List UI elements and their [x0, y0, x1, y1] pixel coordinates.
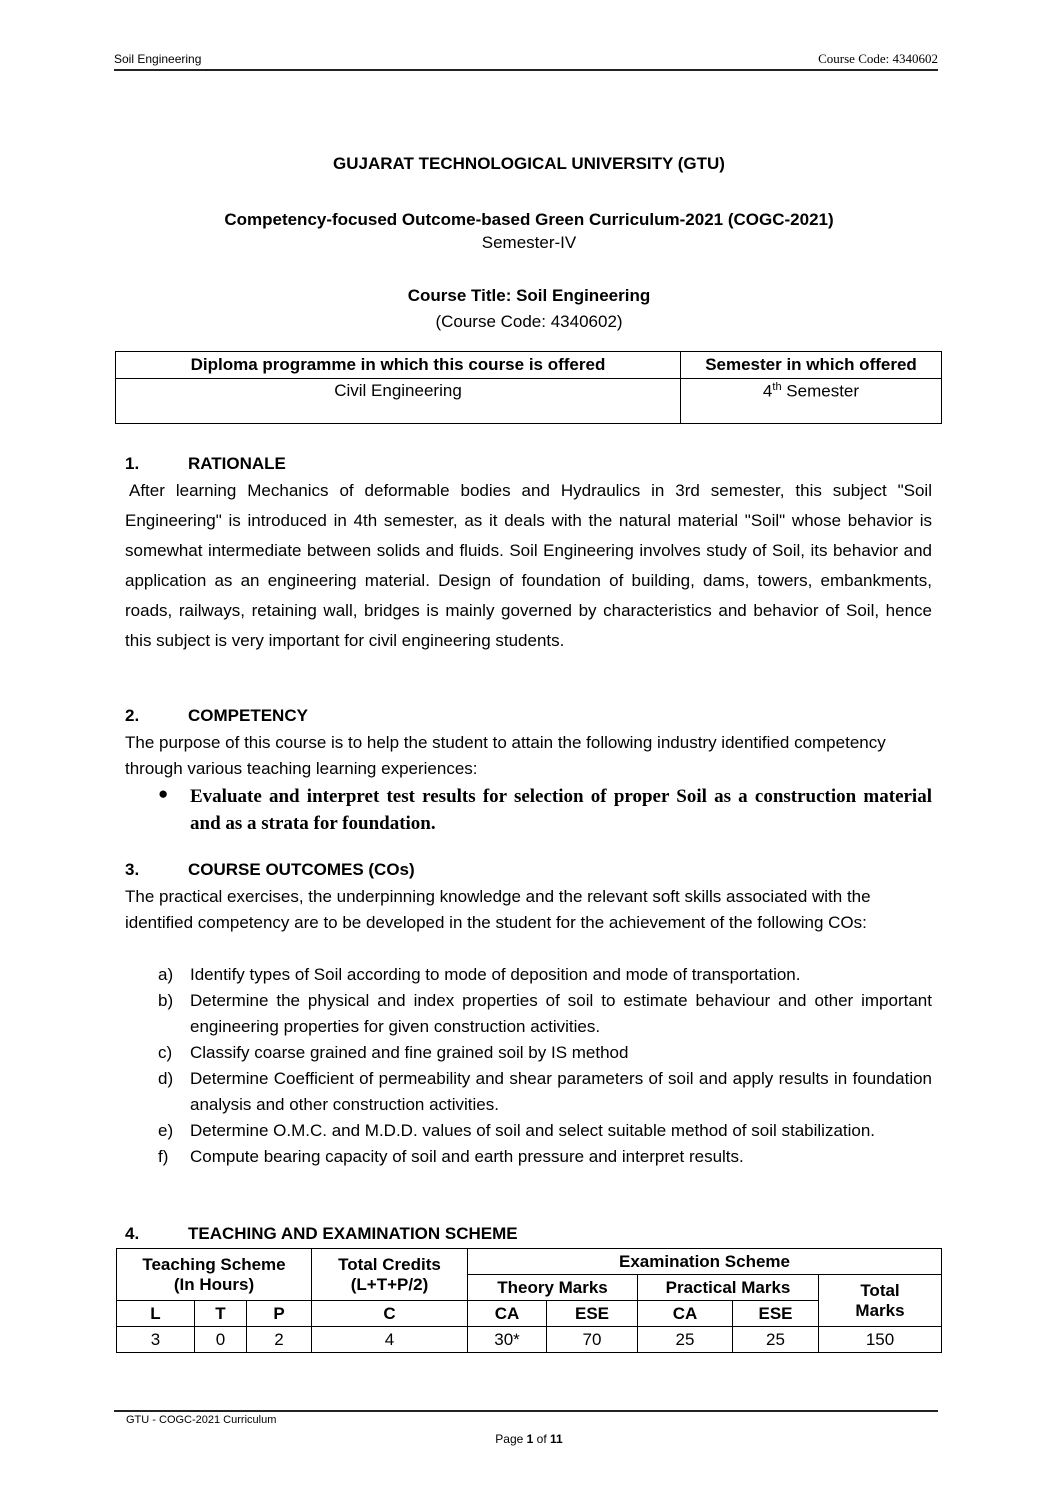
section-competency-heading: 2. COMPETENCY — [125, 706, 308, 725]
semester-label: Semester-IV — [481, 233, 577, 252]
semester-cell: 4th Semester — [681, 379, 942, 424]
competency-statement: Evaluate and interpret test results for selection of proper Soil as a construction material and as a strata for foundation. — [190, 786, 932, 834]
footer-curriculum-label: GTU - COGC-2021 Curriculum — [126, 1414, 277, 1426]
list-item: d) Determine Coefficient of permeability and shear parameters of soil and apply results in foundation analysis and other construction activities. — [158, 1069, 932, 1114]
p-value: 2 — [247, 1327, 312, 1353]
l-header: L — [117, 1301, 195, 1327]
teaching-exam-scheme-table — [116, 1248, 942, 1353]
total-marks-header: Total Marks — [819, 1275, 942, 1327]
theory-ese-value: 70 — [547, 1327, 638, 1353]
competency-intro: The purpose of this course is to help the student to attain the following industry identified competency through various teaching learning experiences: — [125, 733, 886, 778]
bullet-icon: ● — [158, 784, 169, 803]
footer-divider — [114, 1410, 938, 1412]
programme-cell: Civil Engineering — [116, 379, 681, 424]
list-item: c) Classify coarse grained and fine grained soil by IS method — [158, 1043, 629, 1062]
programme-header: Diploma programme in which this course is offered — [116, 352, 681, 379]
course-title: Course Title: Soil Engineering — [407, 286, 651, 305]
practical-ca-value: 25 — [638, 1327, 733, 1353]
total-marks-value: 150 — [819, 1327, 942, 1353]
section-scheme-heading: 4. TEACHING AND EXAMINATION SCHEME — [125, 1224, 518, 1243]
section-rationale-heading: 1. RATIONALE — [125, 454, 286, 473]
theory-ca-header: CA — [468, 1301, 547, 1327]
practical-ese-header: ESE — [733, 1301, 819, 1327]
theory-ese-header: ESE — [547, 1301, 638, 1327]
t-header: T — [195, 1301, 247, 1327]
p-header: P — [247, 1301, 312, 1327]
theory-marks-header: Theory Marks — [468, 1275, 638, 1301]
programme-table — [115, 351, 942, 424]
list-item: f) Compute bearing capacity of soil and earth pressure and interpret results. — [158, 1147, 744, 1166]
page-number: Page 1 of 11 — [495, 1432, 563, 1446]
list-item: a) Identify types of Soil according to mode of deposition and mode of transportation. — [158, 965, 801, 984]
teaching-scheme-header: Teaching Scheme (In Hours) — [117, 1249, 312, 1301]
practical-ese-value: 25 — [733, 1327, 819, 1353]
c-value: 4 — [312, 1327, 468, 1353]
course-code: (Course Code: 4340602) — [435, 312, 623, 331]
rationale-text: After learning Mechanics of deformable bodies and Hydraulics in 3rd semester, this subject "Soil Engineering" is introduced in 4th semester, as it deals with the natural material "Soil" whose behavior is somewhat intermediate between solids and fluids. Soil Engineering involves study of Soil, its behavior and application as an engineering material. Design of foundation of building, dams, towers, embankments, roads, railways, retaining wall, bridges is mainly governed by characteristics and behavior of Soil, hence this subject is very important for civil engineering students. — [125, 481, 932, 650]
header-divider — [114, 69, 938, 71]
semester-header: Semester in which offered — [681, 352, 942, 379]
curriculum-title: Competency-focused Outcome-based Green Curriculum-2021 (COGC-2021) — [224, 210, 834, 229]
t-value: 0 — [195, 1327, 247, 1353]
table-row — [117, 1327, 942, 1353]
practical-marks-header: Practical Marks — [638, 1275, 819, 1301]
running-header-course-code: Course Code: 4340602 — [818, 51, 938, 66]
c-header: C — [312, 1301, 468, 1327]
theory-ca-value: 30* — [468, 1327, 547, 1353]
total-credits-header: Total Credits (L+T+P/2) — [312, 1249, 468, 1301]
outcomes-intro: The practical exercises, the underpinning knowledge and the relevant soft skills associated with the identified competency are to be developed in the student for the achievement of the following COs: — [125, 887, 871, 932]
l-value: 3 — [117, 1327, 195, 1353]
section-outcomes-heading: 3. COURSE OUTCOMES (COs) — [125, 860, 415, 879]
practical-ca-header: CA — [638, 1301, 733, 1327]
university-title: GUJARAT TECHNOLOGICAL UNIVERSITY (GTU) — [333, 154, 725, 173]
running-header-title: Soil Engineering — [114, 52, 202, 66]
exam-scheme-header: Examination Scheme — [468, 1249, 942, 1275]
course-outcomes-list — [158, 962, 932, 1170]
list-item: b) Determine the physical and index properties of soil to estimate behaviour and other important engineering properties for given construction activities. — [158, 991, 932, 1036]
list-item: e) Determine O.M.C. and M.D.D. values of soil and select suitable method of soil stabilization. — [158, 1121, 876, 1140]
